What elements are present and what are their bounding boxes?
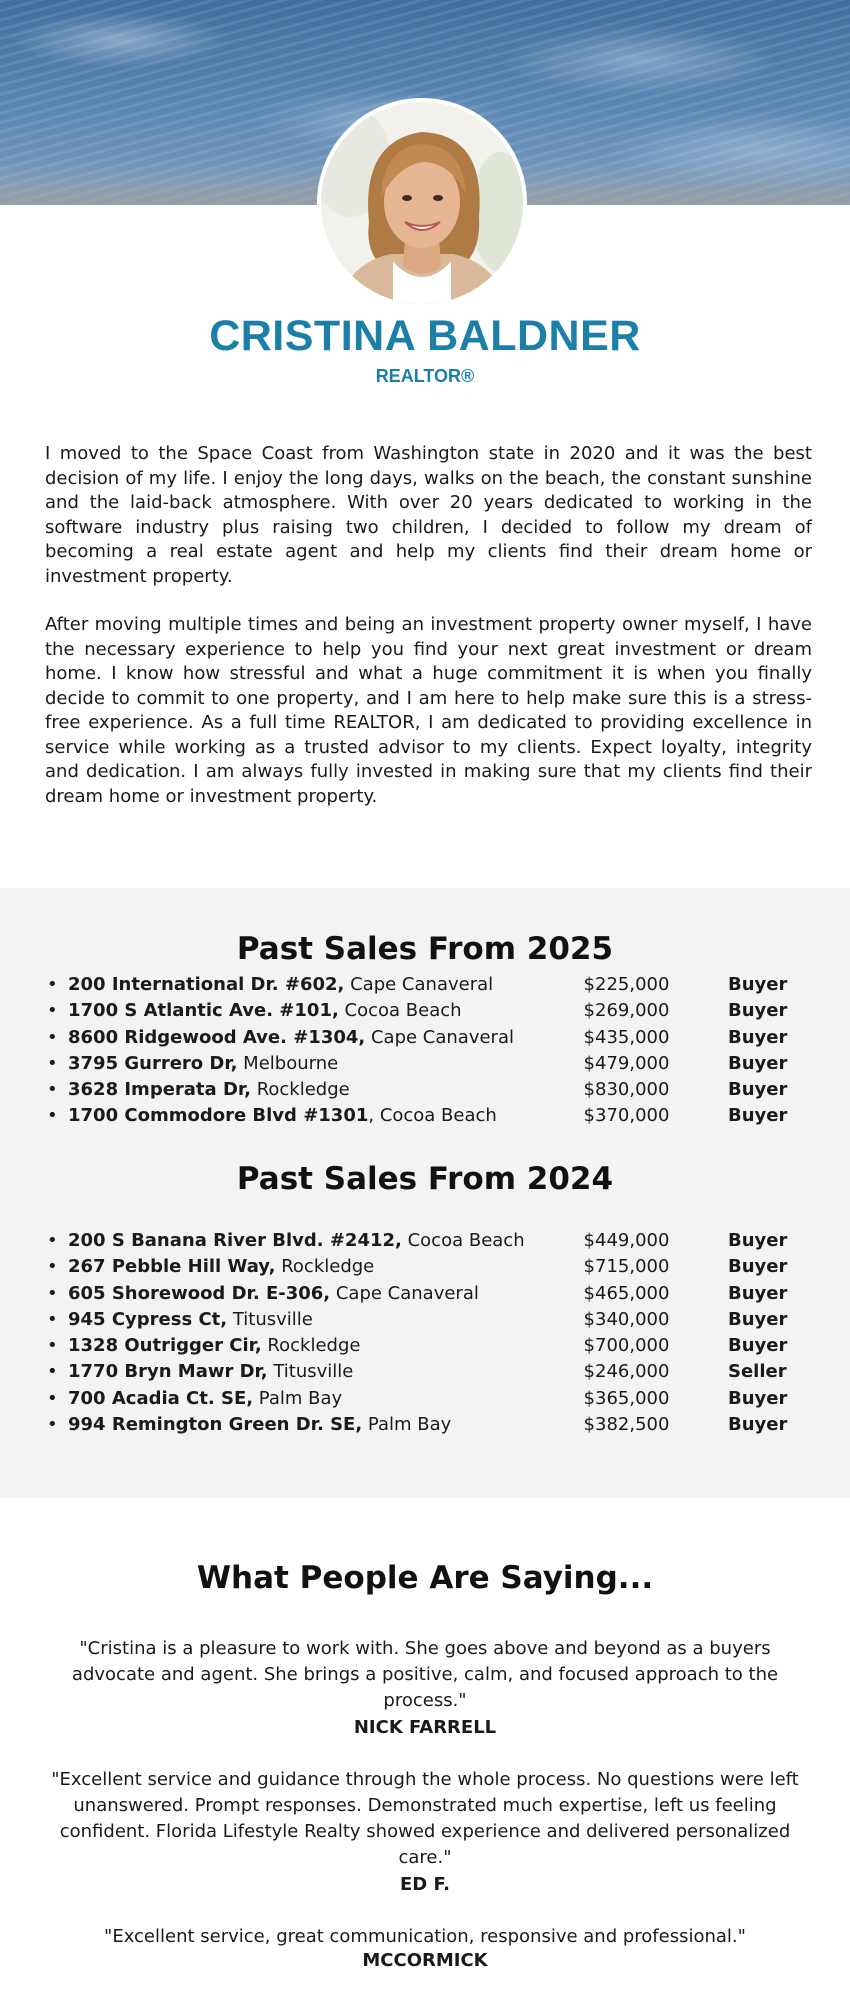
sale-address (68, 1256, 374, 1277)
testimonial-quote: "Cristina is a pleasure to work with. She goes above and beyond as a buyers advocate and agent. She brings a positive, calm, and focused approach to the process." (71, 1638, 779, 1711)
bio-paragraph: I moved to the Space Coast from Washington state in 2020 and it was the best decision of my life. I enjoy the long days, walks on the beach, the constant sunshine and the laid-back atmosphere. With over 20 years dedicated to working in the software industry plus raising two children, I decided to follow my dream of becoming a real estate agent and help my clients find their dream home or investment property. (45, 443, 812, 587)
sale-row (0, 1230, 850, 1256)
sale-street: 200 International Dr. #602, (68, 974, 345, 995)
past-sales-section (0, 888, 850, 1498)
sale-city: Titusville (267, 1361, 354, 1383)
bullet-icon: • (47, 1052, 58, 1074)
sale-city: Melbourne (237, 1052, 339, 1074)
sale-side: Seller (728, 1361, 787, 1383)
sale-price: $479,000 (583, 1052, 670, 1074)
sale-side: Buyer (728, 1256, 788, 1278)
sale-street: 700 Acadia Ct. SE, (68, 1387, 254, 1409)
sale-side: Buyer (728, 1230, 788, 1251)
sale-address (68, 1000, 462, 1021)
sale-address (68, 1053, 338, 1074)
sale-price: $246,000 (583, 1361, 670, 1383)
sale-side: Buyer (728, 1000, 788, 1022)
sale-city: Rockledge (250, 1079, 350, 1101)
testimonial-quote: "Excellent service, great communication, responsive and professional." (104, 1926, 746, 1947)
testimonial-quote: "Excellent service and guidance through the whole process. No questions were left unanswered. Prompt responses. Demonstrated much expertise, left us feeling confident. Florida Lifestyle Realty showed experience and delivered personalized care." (51, 1769, 799, 1868)
sale-address (68, 1079, 350, 1100)
sale-side: Buyer (728, 1026, 788, 1048)
sale-street: 994 Remington Green Dr. SE, (68, 1414, 363, 1436)
sale-address (68, 1414, 451, 1435)
bullet-icon: • (47, 1387, 58, 1409)
sale-row (0, 1283, 850, 1309)
sale-row (0, 1335, 850, 1361)
bullet-icon: • (47, 1079, 58, 1101)
sale-street: 1770 Bryn Mawr Dr, (68, 1361, 268, 1383)
sale-side: Buyer (728, 1105, 788, 1127)
bio-paragraph: After moving multiple times and being an investment property owner myself, I have the necessary experience to help you find your next great investment or dream home. I know how stressful and what a huge commitment it is when you finally decide to commit to one property, and I am here to help make sure this is a stress-free experience. As a full time REALTOR, I am dedicated to providing excellence in service while working as a trusted advisor to my clients. Expect loyalty, integrity and dedication. I am always fully invested in making sure that my clients find their dream home or investment property. (45, 614, 812, 807)
sale-address (68, 1283, 479, 1304)
bullet-icon: • (47, 1000, 58, 1022)
bullet-icon: • (47, 1414, 58, 1436)
sale-street: 945 Cypress Ct, (68, 1308, 228, 1330)
bullet-icon: • (47, 1256, 58, 1278)
sale-side: Buyer (728, 1414, 788, 1436)
sale-price: $340,000 (583, 1308, 670, 1330)
sale-price: $449,000 (583, 1230, 670, 1251)
sale-side: Buyer (728, 974, 788, 995)
sale-row (0, 1000, 850, 1026)
bullet-icon: • (47, 1026, 58, 1048)
sale-address (68, 1361, 353, 1382)
sale-address (68, 1335, 360, 1356)
sale-city: Palm Bay (253, 1387, 343, 1409)
sale-price: $382,500 (583, 1414, 670, 1436)
sale-row (0, 1361, 850, 1387)
sale-city: Titusville (227, 1308, 313, 1330)
sale-address (68, 974, 493, 995)
sale-address (68, 1309, 313, 1330)
bullet-icon: • (47, 1282, 58, 1304)
bullet-icon: • (47, 1230, 58, 1251)
sale-street: 3628 Imperata Dr, (68, 1079, 251, 1101)
sale-side: Buyer (728, 1335, 788, 1357)
sale-side: Buyer (728, 1308, 788, 1330)
sale-row (0, 1256, 850, 1282)
bullet-icon: • (47, 1308, 58, 1330)
bullet-icon: • (47, 1361, 58, 1383)
sale-city: Cocoa Beach (401, 1230, 525, 1251)
agent-name: CRISTINA BALDNER (209, 312, 641, 360)
sale-side: Buyer (728, 1387, 788, 1409)
sale-row (0, 1309, 850, 1335)
sales-2025-heading: Past Sales From 2025 (236, 931, 614, 967)
sale-row (0, 1053, 850, 1079)
sale-address (68, 1230, 525, 1251)
testimonial-author: MCCORMICK (362, 1950, 488, 1971)
sale-city: Cape Canaveral (330, 1282, 479, 1304)
sale-street: 200 S Banana River Blvd. #2412, (68, 1230, 402, 1251)
sale-price: $435,000 (583, 1026, 670, 1048)
sales-2025-list (0, 974, 850, 1132)
bullet-icon: • (47, 1105, 58, 1127)
sale-row (0, 1027, 850, 1053)
sale-row (0, 1388, 850, 1414)
testimonial-author: NICK FARRELL (353, 1717, 497, 1738)
sale-city: Rockledge (275, 1256, 375, 1278)
sale-city: Cocoa Beach (338, 1000, 462, 1022)
sale-price: $225,000 (583, 974, 670, 995)
sale-price: $269,000 (583, 1000, 670, 1022)
sale-street: 1328 Outrigger Cir, (68, 1335, 262, 1357)
sale-street: 605 Shorewood Dr. E-306, (68, 1282, 331, 1304)
sale-address (68, 1388, 342, 1409)
sale-row (0, 1079, 850, 1105)
sale-street: 3795 Gurrero Dr, (68, 1052, 238, 1074)
sale-row (0, 974, 850, 1000)
bullet-icon: • (47, 974, 58, 995)
sale-side: Buyer (728, 1282, 788, 1304)
sale-price: $370,000 (583, 1105, 670, 1127)
agent-bio (45, 442, 812, 833)
sales-2024-list (0, 1230, 850, 1440)
sale-side: Buyer (728, 1052, 788, 1074)
testimonial-author: ED F. (400, 1874, 450, 1895)
sale-city: Palm Bay (362, 1414, 452, 1436)
sale-street: 267 Pebble Hill Way, (68, 1256, 276, 1278)
sale-street: 8600 Ridgewood Ave. #1304, (68, 1026, 366, 1048)
sale-address (68, 1027, 514, 1048)
sale-row (0, 1414, 850, 1440)
sale-side: Buyer (728, 1079, 788, 1101)
sale-street: 1700 Commodore Blvd #1301 (68, 1105, 369, 1127)
sale-street: 1700 S Atlantic Ave. #101, (68, 1000, 339, 1022)
agent-portrait (317, 98, 527, 308)
sale-row (0, 1105, 850, 1131)
sale-address (68, 1105, 497, 1126)
sale-price: $700,000 (583, 1335, 670, 1357)
agent-title: REALTOR® (375, 366, 475, 386)
sale-price: $715,000 (583, 1256, 670, 1278)
sale-price: $365,000 (583, 1387, 670, 1409)
sale-city: Cape Canaveral (344, 974, 494, 995)
bullet-icon: • (47, 1335, 58, 1357)
sale-price: $465,000 (583, 1282, 670, 1304)
sale-price: $830,000 (583, 1079, 670, 1101)
testimonials-heading: What People Are Saying... (196, 1560, 654, 1596)
sale-city: Rockledge (261, 1335, 361, 1357)
sale-city: Cape Canaveral (365, 1026, 514, 1048)
sale-city: , Cocoa Beach (368, 1105, 497, 1127)
sales-2024-heading: Past Sales From 2024 (236, 1161, 614, 1197)
